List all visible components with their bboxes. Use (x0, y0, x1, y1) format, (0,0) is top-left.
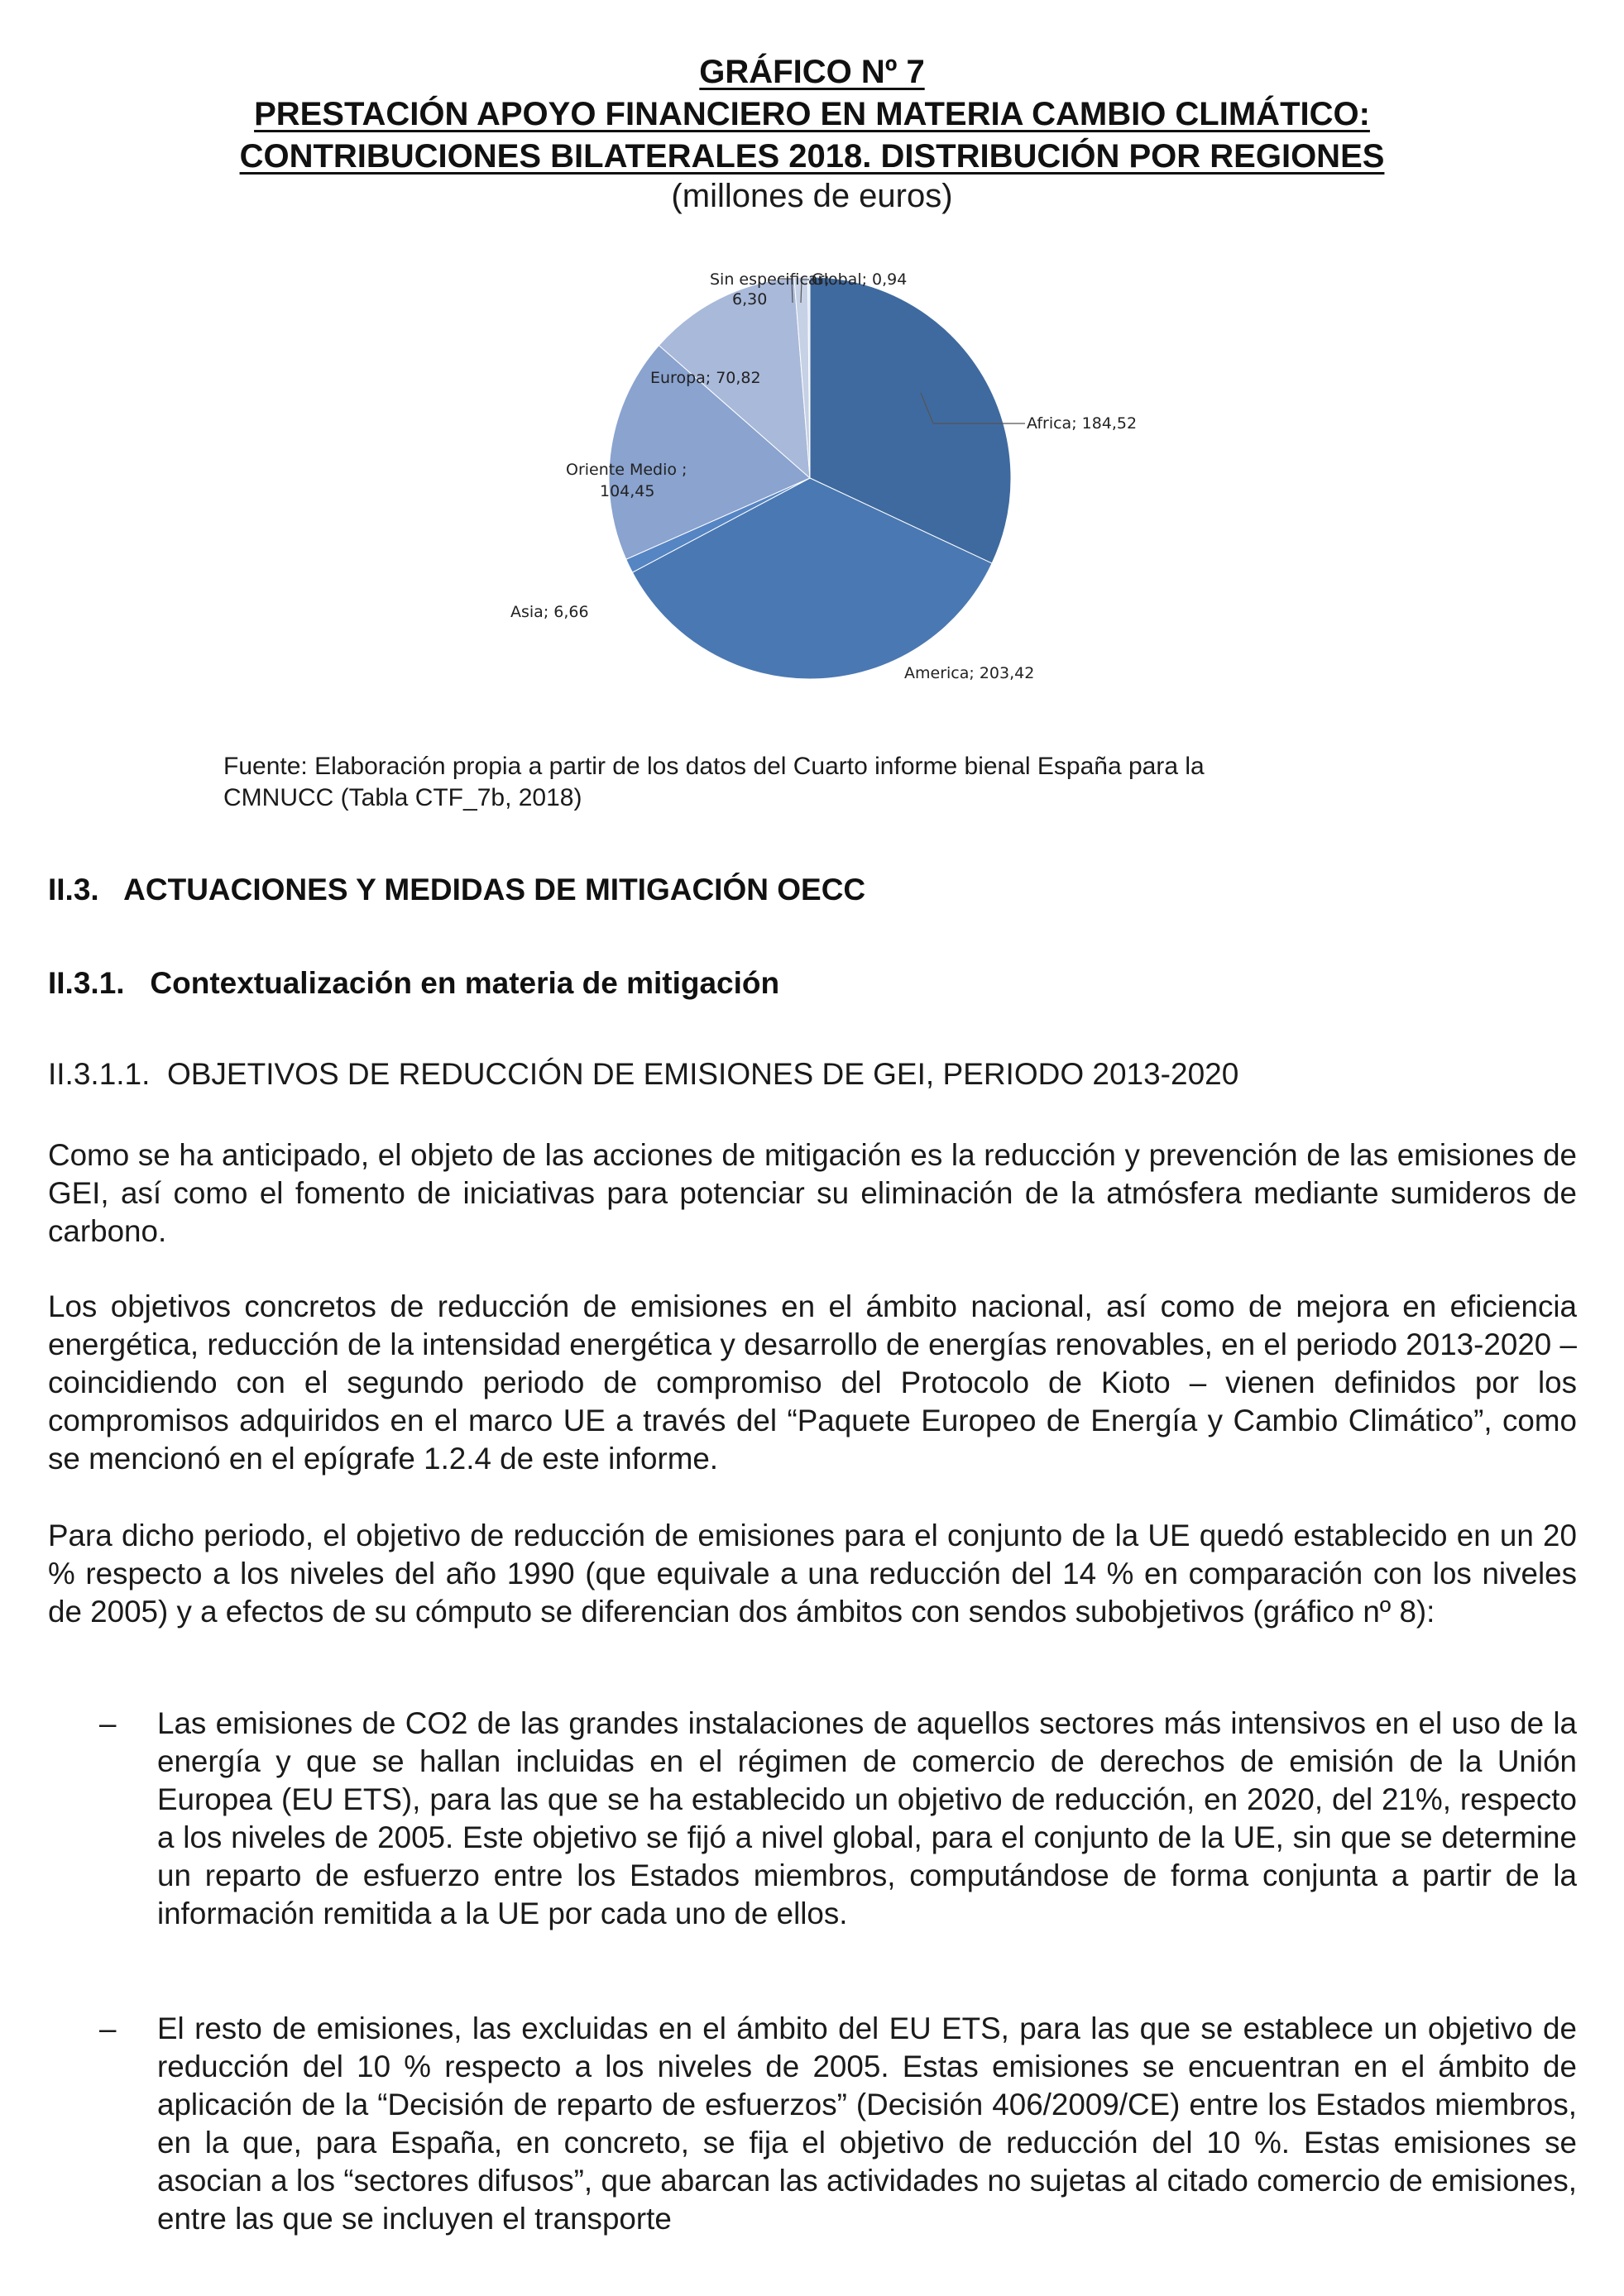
section-heading-ii-3: II.3. ACTUACIONES Y MEDIDAS DE MITIGACIÓN OECC (48, 873, 866, 906)
chart-number-title: GRÁFICO Nº 7 (699, 54, 925, 90)
source-line-1: Fuente: Elaboración propia a partir de los datos del Cuarto informe bienal España para la (223, 753, 1205, 780)
label-asia: Asia; 6,66 (510, 603, 589, 621)
chart-title-line-2: CONTRIBUCIONES BILATERALES 2018. DISTRIBUCIÓN POR REGIONES (239, 138, 1385, 175)
section-heading-ii-3-1: II.3.1. Contextualización en materia de mitigación (48, 966, 780, 1000)
bullet-text-2: El resto de emisiones, las excluidas en el ámbito del EU ETS, para las que se establece un objetivo de reducción del 10 % respecto a los niveles de 2005. Estas emisiones se encuentran en el ámbito de aplicación de la “Decisión de reparto de esfuerzos” (Decisión 406/2009/CE) entre los Estados miembros, en la que, para España, en concreto, se fija el objetivo de reducción del 10 %. Estas emisiones se asocian a los “sectores difusos”, que abarcan las actividades no sujetas al citado comercio de emisiones, entre las que se incluyen el transporte (157, 2011, 1577, 2236)
bullet-dash-1: – (99, 1706, 117, 1740)
chart-title-line-1: PRESTACIÓN APOYO FINANCIERO EN MATERIA CAMBIO CLIMÁTICO: (254, 96, 1370, 132)
label-oriente-medio-1: Oriente Medio ; (566, 461, 687, 479)
bullet-text-1: Las emisiones de CO2 de las grandes instalaciones de aquellos sectores más intensivos en el uso de la energía y que se hallan incluidas en el régimen de comercio de derechos de emisión de la Unión Europea (EU ETS), para las que se ha establecido un objetivo de reducción, en 2020, del 21%, respecto a los niveles de 2005. Este objetivo se fijó a nivel global, para el conjunto de la UE, sin que se determine un reparto de esfuerzo entre los Estados miembros, computándose de forma conjunta a partir de la información remitida a la UE por cada uno de ellos. (157, 1706, 1577, 1930)
chart-units: (millones de euros) (671, 178, 953, 214)
source-line-2: CMNUCC (Tabla CTF_7b, 2018) (223, 784, 582, 811)
label-sin-especificar-1: Sin especificar; (710, 270, 830, 289)
paragraph-1: Como se ha anticipado, el objeto de las acciones de mitigación es la reducción y prevención de las emisiones de GEI, así como el fomento de iniciativas para potenciar su eliminación de la atmósfera mediante sumideros de carbono. (48, 1138, 1577, 1248)
label-america: America; 203,42 (904, 664, 1035, 682)
label-oriente-medio-2: 104,45 (600, 482, 655, 500)
section-heading-ii-3-1-1: II.3.1.1. OBJETIVOS DE REDUCCIÓN DE EMISIONES DE GEI, PERIODO 2013-2020 (48, 1057, 1239, 1091)
paragraph-2: Los objetivos concretos de reducción de emisiones en el ámbito nacional, así como de mejora en eficiencia energética, reducción de la intensidad energética y desarrollo de energías renovables, en el periodo 2013-2020 – coincidiendo con el segundo periodo de compromiso del Protocolo de Kioto – vienen definidos por los compromisos adquiridos en el marco UE a través del “Paquete Europeo de Energía y Cambio Climático”, como se mencionó en el epígrafe 1.2.4 de este informe. (48, 1289, 1577, 1476)
label-global: Global; 0,94 (812, 270, 908, 289)
label-sin-especificar-2: 6,30 (732, 290, 768, 309)
pie-chart (463, 240, 1191, 711)
label-africa: Africa; 184,52 (1027, 414, 1138, 433)
paragraph-3: Para dicho periodo, el objetivo de reducción de emisiones para el conjunto de la UE quedó establecido en un 20 % respecto a los niveles del año 1990 (que equivale a una reducción del 14 % en comparación con los niveles de 2005) y a efectos de su cómputo se diferencian dos ámbitos con sendos subobjetivos (gráfico nº 8): (48, 1519, 1577, 1629)
bullet-dash-2: – (99, 2011, 117, 2045)
label-europa: Europa; 70,82 (650, 369, 761, 387)
